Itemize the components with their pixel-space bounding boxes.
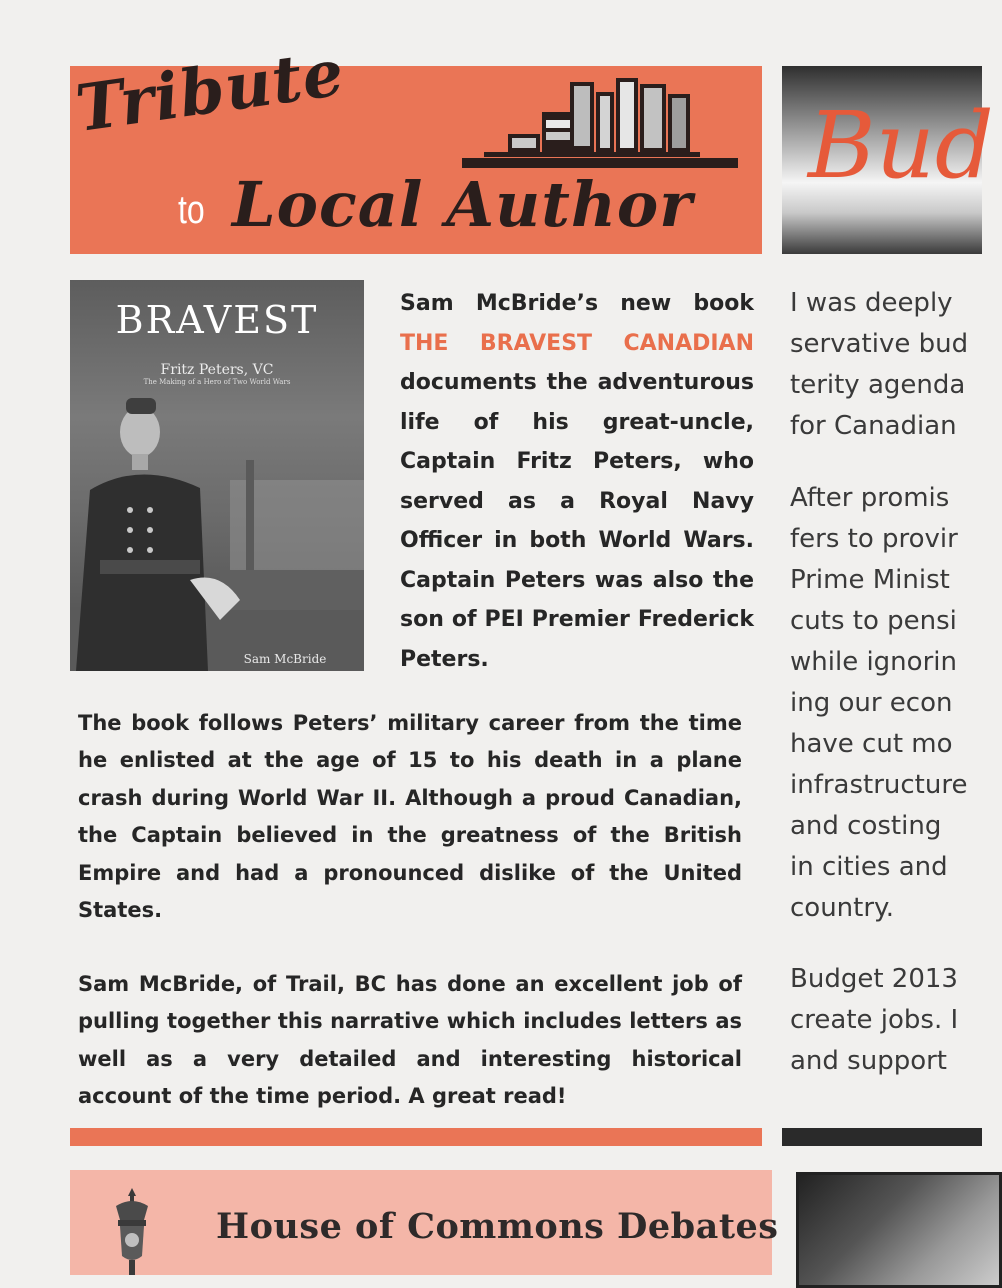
- right-line: fers to provir: [790, 524, 958, 554]
- right-line: I was deeply: [790, 288, 953, 318]
- right-line: After promis: [790, 483, 950, 513]
- mace-crest-icon: [110, 1186, 154, 1275]
- right-line: while ignorin: [790, 647, 957, 677]
- house-of-commons-title: House of Commons Debates: [216, 1206, 779, 1247]
- article-intro: [400, 284, 754, 679]
- right-paragraph-1: [790, 283, 968, 447]
- right-line: and support: [790, 1046, 948, 1076]
- book-title: THE BRAVEST CANADIAN: [400, 330, 754, 356]
- intro-rest: documents the adventurous life of his great-uncle, Captain Fritz Peters, who served as a Royal Navy Officer in both World Wars. Captain Peters was also the son of PEI Premier Frederick Peters.: [400, 370, 754, 672]
- right-line: cuts to pensi: [790, 606, 957, 636]
- budget-title: Bud: [808, 92, 994, 199]
- right-line: ing our econ: [790, 688, 953, 718]
- article-paragraph-2: The book follows Peters’ military career from the time he enlisted at the age of 15 to his death in a plane crash during World War II. Although a proud Canadian, the Captain believed in the greatness of the British Empire and had a pronounced dislike of the United States.: [78, 711, 742, 923]
- right-section-divider: [782, 1128, 982, 1146]
- right-line: for Canadian: [790, 411, 957, 441]
- header-tribute: Tribute: [71, 35, 349, 147]
- cover-author: Sam McBride: [243, 652, 327, 666]
- right-line: Prime Minist: [790, 565, 950, 595]
- right-line: have cut mo: [790, 729, 953, 759]
- right-line: terity agenda: [790, 370, 966, 400]
- header-to: to: [178, 188, 205, 232]
- right-line: servative bud: [790, 329, 969, 359]
- section-divider: [70, 1128, 762, 1146]
- cover-subtitle: Fritz Peters, VC: [160, 362, 274, 378]
- right-line: and costing: [790, 811, 942, 841]
- article-paragraph-3: Sam McBride, of Trail, BC has done an excellent job of pulling together this narrative which includes letters as well as a very detailed and interesting historical account of the time period. A great read!: [78, 972, 742, 1109]
- right-paragraph-2: [790, 478, 967, 929]
- header-local-author: Local Author: [232, 168, 693, 241]
- right-line: country.: [790, 893, 894, 923]
- right-line: Budget 2013: [790, 964, 958, 994]
- book-cover: [70, 280, 364, 671]
- right-photo: [796, 1172, 1002, 1288]
- intro-lead: Sam McBride’s new book: [400, 291, 754, 316]
- cover-tagline: The Making of a Hero of Two World Wars: [143, 378, 291, 386]
- right-line: infrastructure: [790, 770, 968, 800]
- right-paragraph-3: [790, 959, 958, 1082]
- cover-title: BRAVEST: [115, 298, 319, 342]
- bookshelf-icon: [462, 72, 738, 172]
- right-line: create jobs. I: [790, 1005, 959, 1035]
- right-line: in cities and: [790, 852, 948, 882]
